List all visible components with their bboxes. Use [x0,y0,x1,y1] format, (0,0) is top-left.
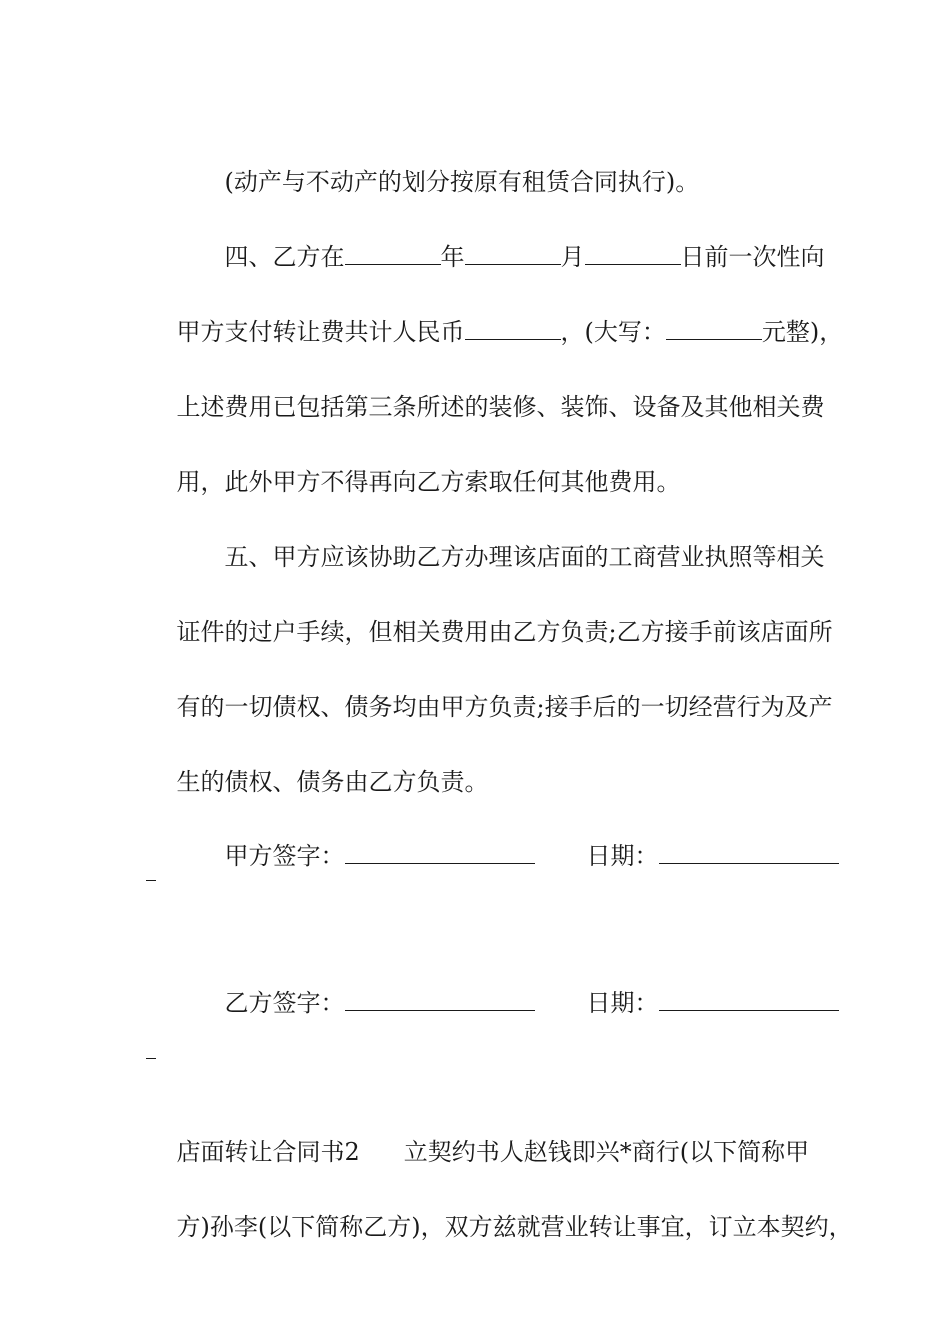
text-line: 方)孙李(以下简称乙方)，双方兹就营业转让事宜，订立本契约， [176,1213,853,1241]
signature-blank [345,843,535,864]
blank-month [465,244,561,265]
date-party-b [556,958,839,1017]
paragraph-line [146,737,489,796]
blank-day [585,244,681,265]
text-segment: 甲方支付转让费共计人民币 [176,318,465,346]
text-segment: 年 [440,243,465,271]
text-segment: 四、乙方在 [224,243,345,271]
paragraph-line [146,1107,810,1166]
blank-amount [465,319,561,340]
text-line: (动产与不动产的划分按原有租赁合同执行)。 [224,168,700,196]
signature-label: 甲方签字： [224,842,345,870]
text-segment: ，(大写： [560,318,666,346]
signature-blank [345,990,535,1011]
paragraph-line [146,587,833,646]
date-label: 日期： [586,842,659,870]
signature-label: 乙方签字： [224,989,345,1017]
paragraph-line [146,662,833,721]
paragraph-line [194,512,825,571]
date-blank [659,990,839,1011]
paragraph-line [146,1182,853,1241]
blank-amount-words [666,319,762,340]
text-line: 五、甲方应该协助乙方办理该店面的工商营业执照等相关 [224,543,825,571]
date-blank [659,843,839,864]
paragraph-line [194,137,700,196]
paragraph-line [146,287,844,346]
section-title: 店面转让合同书2 [176,1138,360,1166]
text-line: 上述费用已包括第三条所述的装修、装饰、设备及其他相关费 [176,393,825,421]
paragraph-line [146,437,681,496]
paragraph-line [146,362,825,421]
date-party-a [556,811,839,870]
blank-year [345,244,441,265]
text-line: 有的一切债权、债务均由甲方负责;接手后的一切经营行为及产 [176,693,833,721]
text-line: 证件的过户手续，但相关费用由乙方负责;乙方接手前该店面所 [176,618,833,646]
text-line: 用，此外甲方不得再向乙方索取任何其他费用。 [176,468,681,496]
date-label: 日期： [586,989,659,1017]
text-segment: 立契约书人赵钱即兴*商行(以下简称甲 [403,1138,810,1166]
signature-party-b [194,958,535,1017]
text-segment: 月 [560,243,585,271]
text-segment: 元整)， [761,318,844,346]
line-continuation [146,1058,156,1059]
signature-party-a [194,811,535,870]
text-segment: 日前一次性向 [680,243,825,271]
line-continuation [146,880,156,881]
paragraph-line [194,212,825,271]
text-line: 生的债权、债务由乙方负责。 [176,768,489,796]
